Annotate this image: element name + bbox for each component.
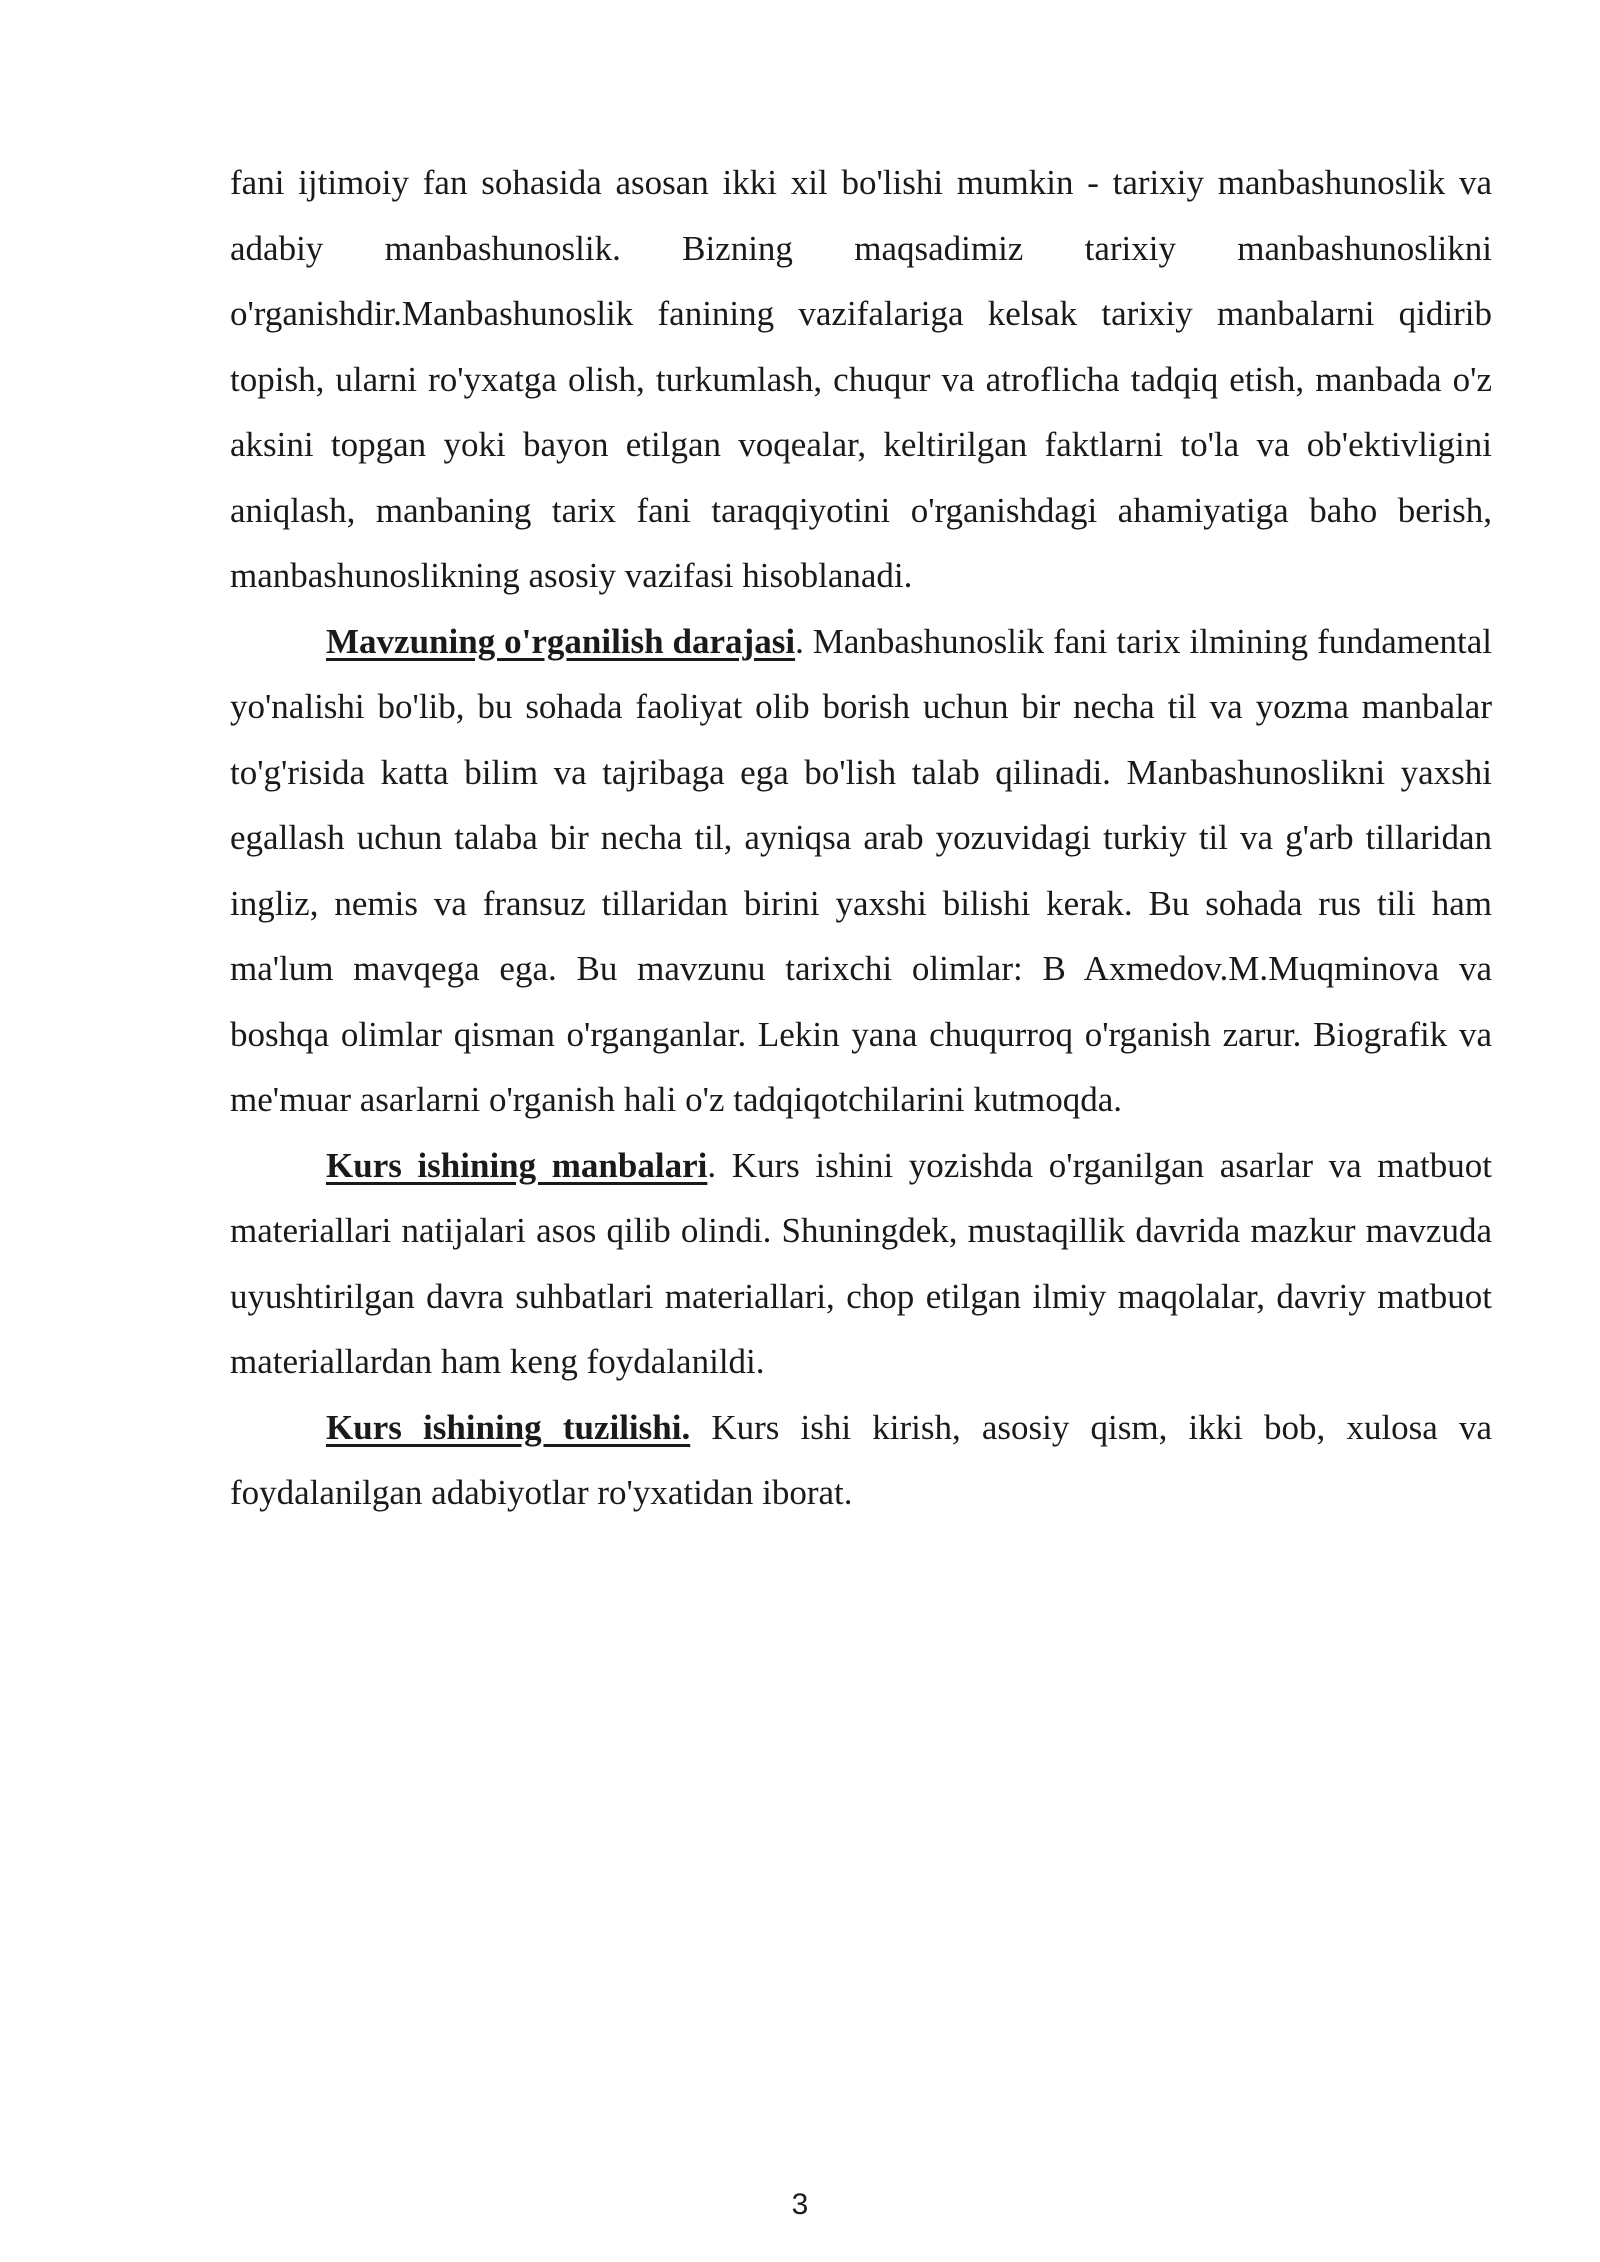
paragraph-text: Kurs ishi kirish, asosiy qism, ikki bob, xulosa va foydalanilgan adabiyotlar ro'yxatidan iborat. bbox=[230, 1407, 1492, 1512]
page-number: 3 bbox=[791, 2188, 809, 2221]
section-heading-study-level: Mavzuning o'rganilish darajasi bbox=[326, 621, 796, 661]
paragraph-text: fani ijtimoiy fan sohasida asosan ikki xil bo'lishi mumkin - tarixiy manbashunoslik va adabiy manbashunoslik. Bizning maqsadimiz tarixiy manbashunoslikni o'rganishdir.Manbashunoslik fanining vazifalariga kelsak tarixiy manbalarni qidirib topish, ularni ro'yxatga olish, turkumlash, chuqur va atroflicha tadqiq etish, manbada o'z aksini topgan yoki bayon etilgan voqealar, keltirilgan faktlarni to'la va ob'ektivligini aniqlash, manbaning tarix fani taraqqiyotini o'rganishdagi ahamiyatiga baho berish, manbashunoslikning asosiy vazifasi hisoblanadi. bbox=[230, 163, 1492, 595]
paragraph-text: Manbashunoslik fani tarix ilmining fundamental yo'nalishi bo'lib, bu sohada faoliyat olib borish uchun bir necha til va yozma manbalar to'g'risida katta bilim va tajribaga ega bo'lish talab qilinadi. Manbashunoslikni yaxshi egallash uchun talaba bir necha til, ayniqsa arab yozuvidagi turkiy til va g'arb tillaridan ingliz, nemis va fransuz tillaridan birini yaxshi bilishi kerak. Bu sohada rus tili ham ma'lum mavqega ega. Bu mavzunu tarixchi olimlar: B Axmedov.M.Muqminova va boshqa olimlar qisman o'rganganlar. Lekin yana chuqurroq o'rganish zarur. Biografik va me'muar asarlarni o'rganish hali o'z tadqiqotchilarini kutmoqda. bbox=[230, 621, 1493, 1119]
paragraph-sources bbox=[230, 1133, 1492, 1395]
section-heading-sources: Kurs ishining manbalari bbox=[326, 1145, 708, 1185]
heading-punctuation: . bbox=[795, 621, 804, 661]
section-heading-structure: Kurs ishining tuzilishi. bbox=[326, 1407, 691, 1447]
document-body bbox=[230, 150, 1492, 1526]
heading-punctuation: . bbox=[707, 1145, 717, 1185]
paragraph-intro bbox=[230, 150, 1492, 609]
paragraph-study-level bbox=[230, 609, 1492, 1133]
paragraph-structure bbox=[230, 1395, 1492, 1526]
paragraph-text: Kurs ishini yozishda o'rganilgan asarlar va matbuot materiallari natijalari asos qilib olindi. Shuningdek, mustaqillik davrida mazkur mavzuda uyushtirilgan davra suhbatlari materiallari, chop etilgan ilmiy maqolalar, davriy matbuot materiallardan ham keng foydalanildi. bbox=[230, 1145, 1493, 1381]
